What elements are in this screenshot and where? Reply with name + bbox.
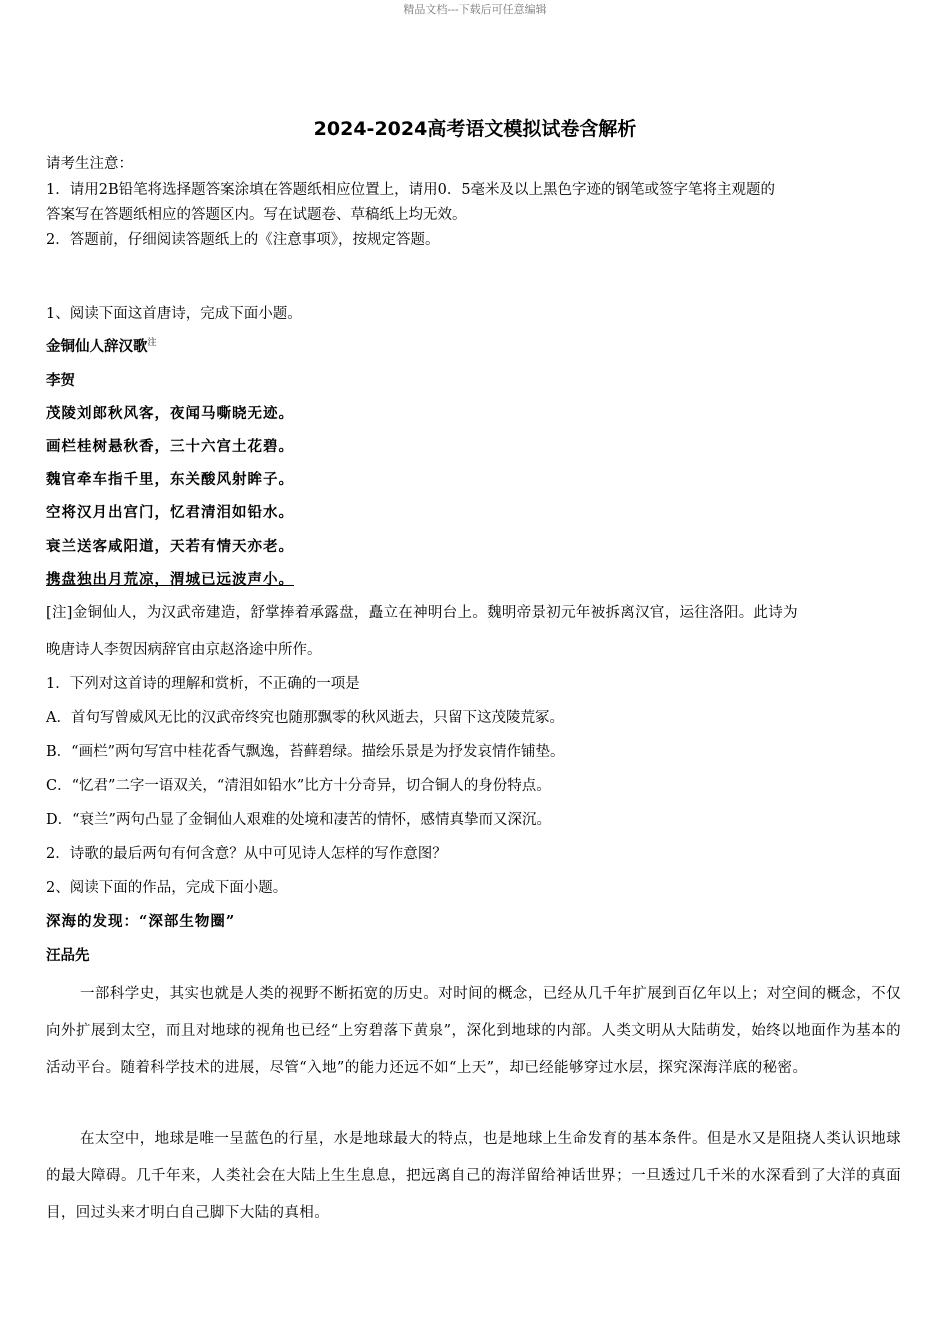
option-c: C．“忆君”二字一语双关，“清泪如铅水”比方十分奇异，切合铜人的身份特点。 [46, 778, 551, 794]
question-1: 1．下列对这首诗的理解和赏析，不正确的一项是 [46, 676, 360, 692]
notice-heading: 请考生注意： [46, 156, 133, 172]
poem-line: 茂陵刘郎秋风客，夜闻马嘶晓无迹。 [46, 405, 294, 422]
poem-line: 携盘独出月荒凉，渭城已远波声小。 [46, 571, 294, 588]
notice-item-2: 2．答题前，仔细阅读答题纸上的《注意事项》，按规定答题。 [46, 232, 440, 248]
article-author: 汪品先 [46, 947, 90, 964]
article-title: 深海的发现：“深部生物圈” [46, 913, 236, 930]
article-paragraph-1: 一部科学史，其实也就是人类的视野不断拓宽的历史。对时间的概念，已经从几千年扩展到百亿年以上；对空间的概念，不仅向外扩展到太空，而且对地球的视角也已经“上穷碧落下黄泉”，深化到地球的内部。人类文明从大陆萌发，始终以地面作为基本的活动平台。随着科学技术的进展，尽管“入地”的能力还远不如“上天”，却已经能够穿过水层，探究深海洋底的秘密。 [46, 986, 901, 1076]
poem-title-note-mark: 注 [147, 338, 157, 349]
poem-line: 空将汉月出宫门，忆君清泪如铅水。 [46, 504, 294, 521]
poem-note-line-1: [注]金铜仙人，为汉武帝建造，舒掌捧着承露盘，矗立在神明台上。魏明帝景初元年被拆离汉官，运往洛阳。此诗为 [46, 605, 798, 621]
poem-line: 画栏桂树悬秋香，三十六宫土花碧。 [46, 438, 294, 455]
section-2-intro: 2、阅读下面的作品，完成下面小题。 [46, 880, 288, 896]
option-d: D．“衰兰”两句凸显了金铜仙人艰难的处境和凄苦的情怀，感情真挚而又深沉。 [46, 812, 551, 828]
notice-item-1-line-1: 1．请用2B铅笔将选择题答案涂填在答题纸相应位置上，请用0．5毫米及以上黑色字迹的钢笔或签字笔将主观题的 [46, 182, 776, 198]
notice-item-1-line-2: 答案写在答题纸相应的答题区内。写在试题卷、草稿纸上均无效。 [46, 207, 467, 223]
poem-title-text: 金铜仙人辞汉歌 [46, 338, 148, 355]
section-1-intro: 1、阅读下面这首唐诗，完成下面小题。 [46, 306, 302, 322]
poem-line: 衰兰送客咸阳道，天若有情天亦老。 [46, 538, 294, 555]
option-a: A．首句写曾威风无比的汉武帝终究也随那飘零的秋风逝去，只留下这茂陵荒冢。 [46, 710, 564, 726]
poem-line: 魏官牵车指千里，东关酸风射眸子。 [46, 471, 294, 488]
article-paragraph-2: 在太空中，地球是唯一呈蓝色的行星，水是地球最大的特点，也是地球上生命发育的基本条件。但是水又是阻挠人类认识地球的最大障碍。几千年来，人类社会在大陆上生生息息，把远离自己的海洋留给神话世界；一旦透过几千米的水深看到了大洋的真面目，回过头来才明白自己脚下大陆的真相。 [46, 1131, 901, 1221]
page-header: 精品文档---下载后可任意编辑 [403, 3, 547, 16]
poem-author: 李贺 [46, 372, 75, 389]
poem-note-line-2: 晚唐诗人李贺因病辞官由京赵洛途中所作。 [46, 642, 322, 658]
page-title: 2024-2024高考语文模拟试卷含解析 [313, 118, 637, 140]
poem-title [46, 335, 157, 356]
question-2: 2．诗歌的最后两句有何含意？从中可见诗人怎样的写作意图？ [46, 846, 447, 862]
option-b: B．“画栏”两句写宫中桂花香气飘逸，苔藓碧绿。描绘乐景是为抒发哀情作铺垫。 [46, 744, 565, 760]
